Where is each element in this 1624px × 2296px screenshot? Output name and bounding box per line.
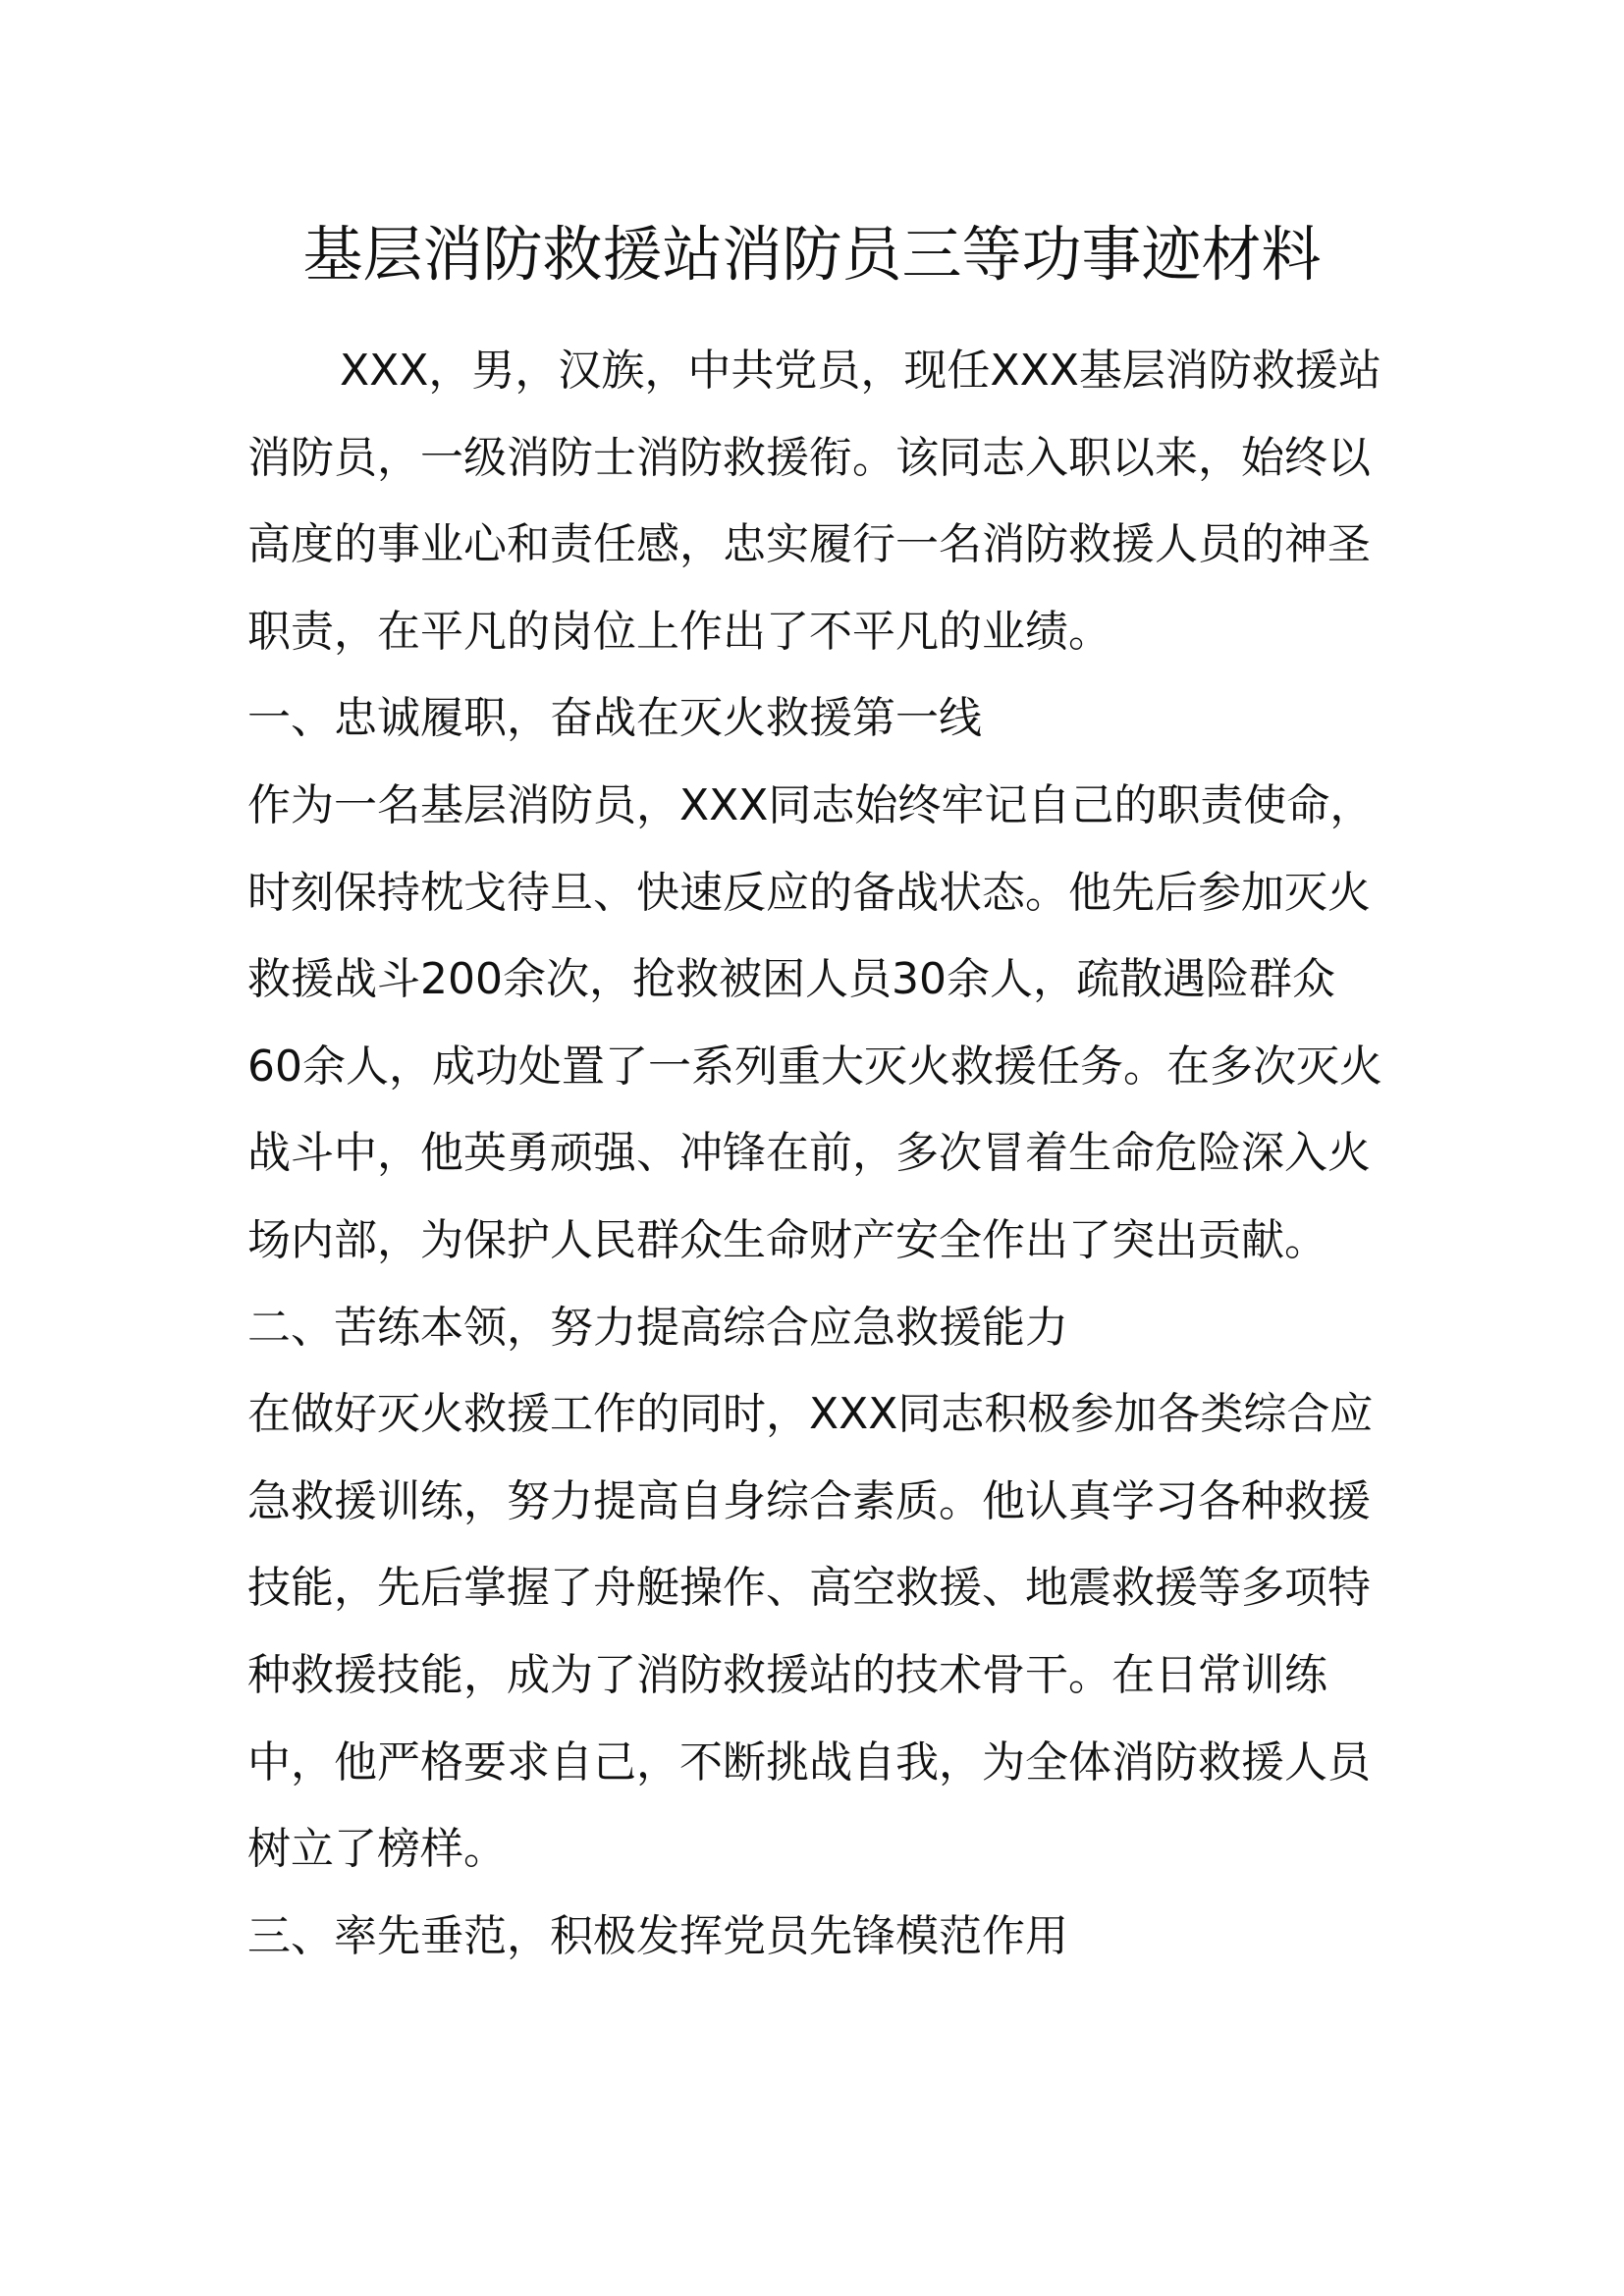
document-title: 基层消防救援站消防员三等功事迹材料 [302,220,1322,290]
section-2-paragraph: 在做好灭火救援工作的同时，XXX同志积极参加各类综合应急救援训练，努力提高自身综合素质。他认真学习各种救援技能，先后掌握了舟艇操作、高空救援、地震救援等多项特种救援技能，成为了消防救援站的技术骨干。在日常训练中，他严格要求自己，不断挑战自我，为全体消防救援人员树立了榜样。 [247,1389,1374,1875]
section-2-heading: 二、苦练本领，努力提高综合应急救援能力 [247,1302,1068,1353]
intro-paragraph: XXX，男，汉族，中共党员，现任XXX基层消防救援站消防员，一级消防士消防救援衔。该同志入职以来，始终以高度的事业心和责任感，忠实履行一名消防救援人员的神圣职责，在平凡的岗位上作出了不平凡的业绩。 [247,346,1381,657]
section-1-paragraph: 作为一名基层消防员，XXX同志始终牢记自己的职责使命，时刻保持枕戈待旦、快速反应的备战状态。他先后参加灭火救援战斗200余次，抢救被困人员30余人，疏散遇险群众60余人，成功处置了一系列重大灭火救援任务。在多次灭火战斗中，他英勇顽强、冲锋在前，多次冒着生命危险深入火场内部，为保护人民群众生命财产安全作出了突出贡献。 [247,779,1382,1265]
section-3-heading: 三、率先垂范，积极发挥党员先锋模范作用 [247,1910,1068,1961]
section-1-heading: 一、忠诚履职，奋战在灭火救援第一线 [247,693,982,744]
document-body [247,328,1386,1980]
